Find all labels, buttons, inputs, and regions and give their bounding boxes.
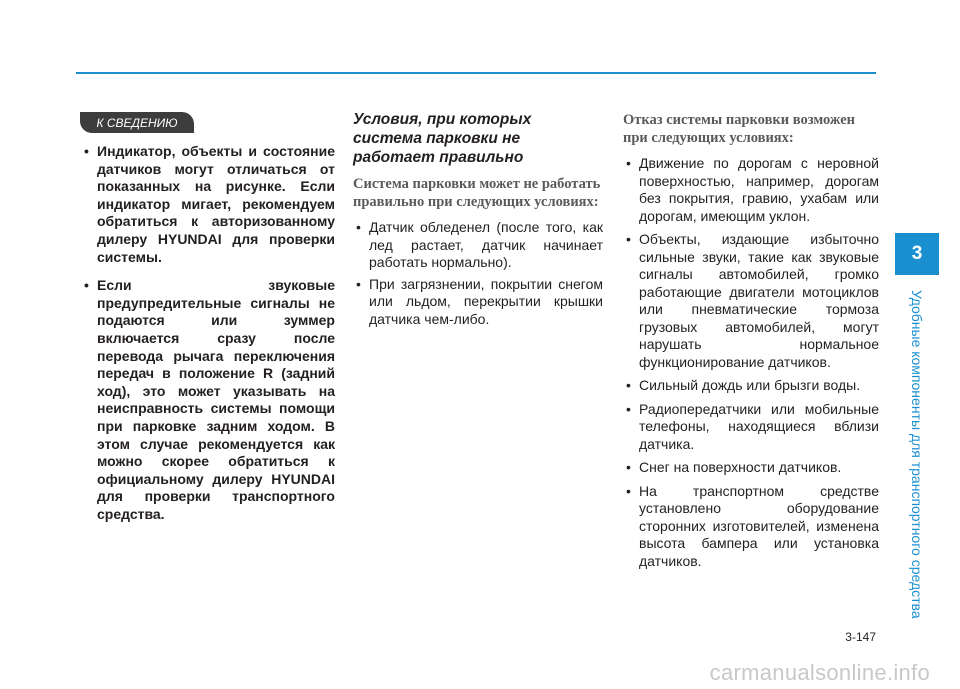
section-subheading: Система парковки может не работать правильно при следующих условиях: [353,176,601,210]
note-list [81,143,335,523]
conditions-list [353,219,603,328]
list-item: • Снег на поверхности датчиков. [623,459,879,477]
list-item: • При загрязнении, покрытии снегом или льдом, перекрытии крышки датчика чем-либо. [353,276,603,329]
section-heading: Отказ системы парковки возможен при следующих условиях: [623,112,856,146]
middle-column [353,110,603,332]
list-item: • Движение по дорогам с неровной поверхностью, например, дорогам без покрытия, гравию, ухабам или дорогам, имеющим уклон. [623,155,879,225]
right-column [623,112,879,576]
note-badge [80,112,194,133]
note-column [81,143,335,534]
note-badge-label: К СВЕДЕНИЮ [96,115,178,130]
list-item: • Индикатор, объекты и состояние датчиков могут отличаться от показанных на рисунке. Если индикатор мигает, рекомендуем обратиться к авторизованному дилеру HYUNDAI для проверки системы. [81,143,335,266]
side-tab [896,290,938,619]
chapter-title: Удобные компоненты для транспортного средства [909,290,925,619]
chapter-badge [895,233,939,275]
page-number: 3-147 [845,630,876,644]
header-rule [76,72,876,74]
list-item: • Если звуковые предупредительные сигналы не подаются или зуммер включается сразу после перевода рычага переключения передач в положение R (задний ход), это может указывать на неисправность системы помощи при парковке задним ходом. В этом случае рекомендуется как можно скорее обратиться к официальному дилеру HYUNDAI для проверки транспортного средства. [81,277,335,523]
list-item: • Датчик обледенел (после того, как лед растает, датчик начинает работать нормально). [353,219,603,272]
list-item: • Объекты, издающие избыточно сильные звуки, такие как звуковые сигналы автомобилей, громко работающие двигатели мотоциклов или пневматические тормоза грузовых автомобилей, могут нарушать нормальное функционирование датчиков. [623,231,879,371]
failure-list [623,155,879,570]
watermark: carmanualsonline.info [709,660,930,685]
list-item: • На транспортном средстве установлено оборудование сторонних изготовителей, изменена высота бампера или установка датчиков. [623,483,879,571]
list-item: • Радиопередатчики или мобильные телефоны, находящиеся вблизи датчика. [623,401,879,454]
list-item: • Сильный дождь или брызги воды. [623,377,879,395]
chapter-number: 3 [911,243,923,264]
section-heading: Условия, при которых система парковки не работает правильно [353,111,532,166]
